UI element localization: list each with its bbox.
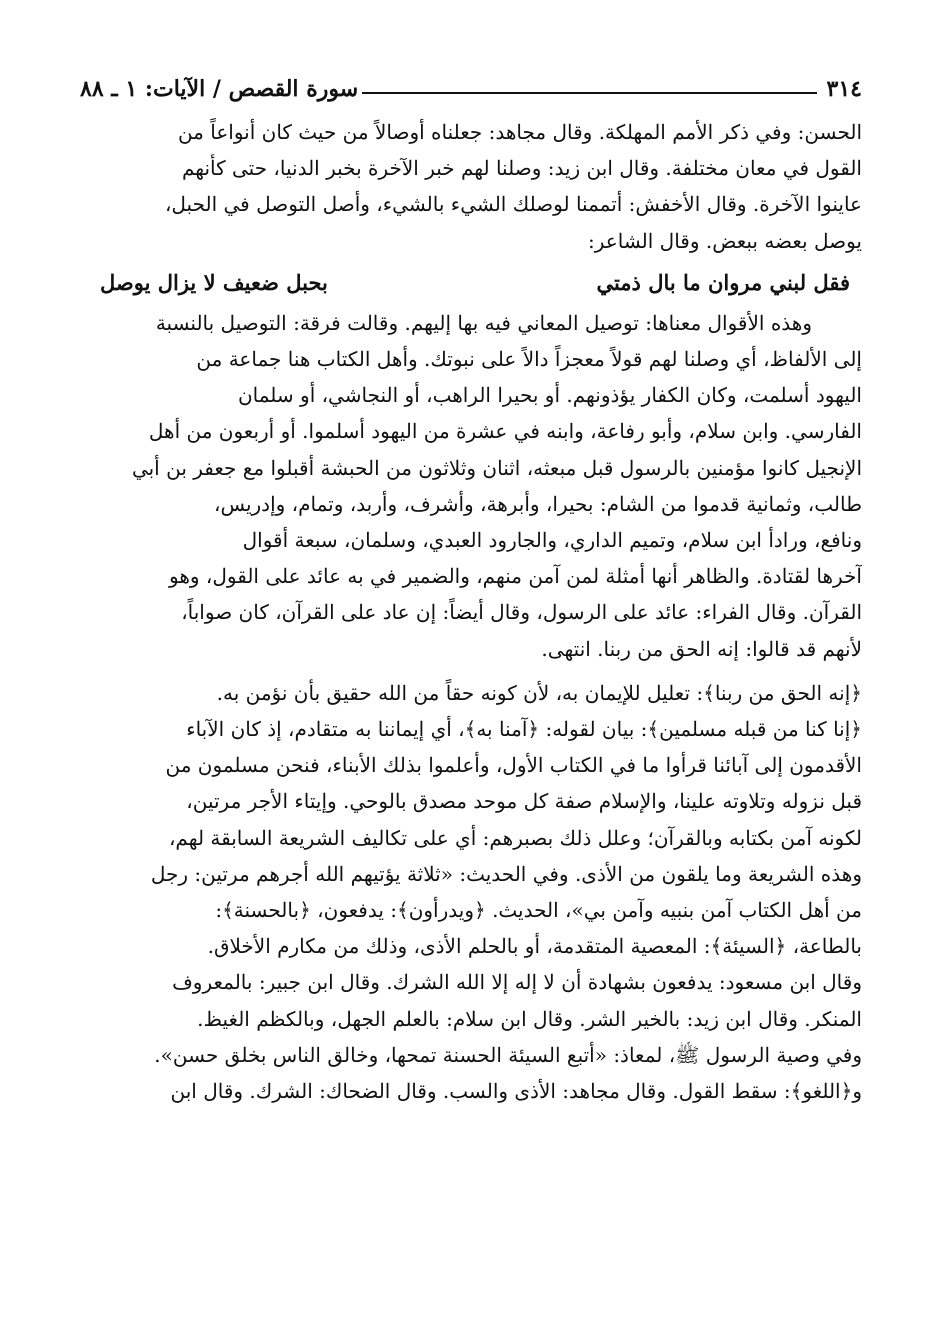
book-page <box>80 60 862 1109</box>
paragraph-commentary-1 <box>80 114 862 259</box>
text-line: و﴿اللغو﴾: سقط القول. وقال مجاهد: الأذى والسب. وقال الضحاك: الشرك. وقال ابن <box>170 1079 862 1104</box>
text-line: وقال ابن مسعود: يدفعون بشهادة أن لا إله إلا الله الشرك. وقال ابن جبير: بالمعروف <box>172 970 862 995</box>
text-line: لأنهم قد قالوا: إنه الحق من ربنا. انتهى. <box>541 636 862 661</box>
text-line: إلى الألفاظ، أي وصلنا لهم قولاً معجزاً دالاً على نبوتك. وأهل الكتاب هنا جماعة من <box>196 347 862 372</box>
running-title: سورة القصص / الآيات: ١ ـ ٨٨ <box>80 76 359 102</box>
text-line: الفارسي. وابن سلام، وأبو رفاعة، وابنه في عشرة من اليهود أسلموا. أو أربعون من أهل <box>148 419 862 444</box>
text-line: القرآن. وقال الفراء: عائد على الرسول، وقال أيضاً: إن عاد على القرآن، كان صواباً، <box>181 600 862 625</box>
section-gap <box>80 667 862 675</box>
text-line: بالطاعة، ﴿السيئة﴾: المعصية المتقدمة، أو بالحلم الأذى، وذلك من مكارم الأخلاق. <box>207 934 862 959</box>
text-line: يوصل بعضه ببعض. وقال الشاعر: <box>588 228 862 253</box>
text-line: آخرها لقتادة. والظاهر أنها أمثلة لمن آمن منهم، والضمير في به عائد على القول، وهو <box>168 564 862 589</box>
poetry-verse <box>80 265 862 301</box>
header-rule <box>362 92 816 94</box>
page-header <box>80 60 862 102</box>
text-line: ونافع، ورادأ ابن سلام، وتميم الداري، والجارود العبدي، وسلمان، سبعة أقوال <box>242 528 862 553</box>
paragraph-commentary-3 <box>80 675 862 1109</box>
text-line: وهذه الأقوال معناها: توصيل المعاني فيه بها إليهم. وقالت فرقة: التوصيل بالنسبة <box>155 310 812 335</box>
text-line: لكونه آمن بكتابه وبالقرآن؛ وعلل ذلك بصبرهم: أي على تكاليف الشريعة السابقة لهم، <box>168 825 862 850</box>
page-number: ٣١٤ <box>826 76 862 102</box>
text-line: من أهل الكتاب آمن بنبيه وآمن بي»، الحديث. ﴿ويدرأون﴾: يدفعون، ﴿بالحسنة﴾: <box>215 898 862 923</box>
verse-first-hemistich: فقل لبني مروان ما بال ذمتي <box>596 269 850 295</box>
text-line: طالب، وثمانية قدموا من الشام: بحيرا، وأبرهة، وأشرف، وأربد، وتمام، وإدريس، <box>214 491 862 516</box>
text-line: وفي وصية الرسول ﷺ، لمعاذ: «أتبع السيئة الحسنة تمحها، وخالق الناس بخلق حسن». <box>154 1042 862 1067</box>
text-line: عاينوا الآخرة. وقال الأخفش: أتممنا لوصلك الشيء بالشيء، وأصل التوصل في الحبل، <box>164 192 862 217</box>
text-line: ﴿إنه الحق من ربنا﴾: تعليل للإيمان به، لأن كونه حقاً من الله حقيق بأن نؤمن به. <box>216 680 862 705</box>
text-line: القول في معان مختلفة. وقال ابن زيد: وصلنا لهم خبر الآخرة بخبر الدنيا، حتى كأنهم <box>181 156 862 181</box>
text-line: وهذه الشريعة وما يلقون من الأذى. وفي الحديث: «ثلاثة يؤتيهم الله أجرهم مرتين: رجل <box>150 861 862 886</box>
paragraph-commentary-2 <box>80 305 862 667</box>
text-line: ﴿إنا كنا من قبله مسلمين﴾: بيان لقوله: ﴿آمنا به﴾، أي إيماننا به متقادم، إذ كان الآباء <box>186 717 862 742</box>
text-line: الحسن: وفي ذكر الأمم المهلكة. وقال مجاهد: جعلناه أوصالاً من حيث كان أنواعاً من <box>177 120 862 144</box>
text-line: اليهود أسلمت، وكان الكفار يؤذونهم. أو بحيرا الراهب، أو النجاشي، أو سلمان <box>237 383 862 408</box>
text-line: قبل نزوله وتلاوته علينا، والإسلام صفة كل موحد مصدق بالوحي. وإيتاء الأجر مرتين، <box>186 789 862 814</box>
verse-second-hemistich: بحبل ضعيف لا يزال يوصل <box>100 269 328 295</box>
text-line: الأقدمون إلى آبائنا قرأوا ما في الكتاب الأول، وأعلموا بذلك الأبناء، فنحن مسلمون من <box>165 753 862 778</box>
text-line: الإنجيل كانوا مؤمنين بالرسول قبل مبعثه، اثنان وثلاثون من الحبشة أقبلوا مع جعفر بن أبي <box>131 455 862 480</box>
text-line: المنكر. وقال ابن زيد: بالخير الشر. وقال ابن سلام: بالعلم الجهل، وبالكظم الغيظ. <box>197 1006 862 1031</box>
